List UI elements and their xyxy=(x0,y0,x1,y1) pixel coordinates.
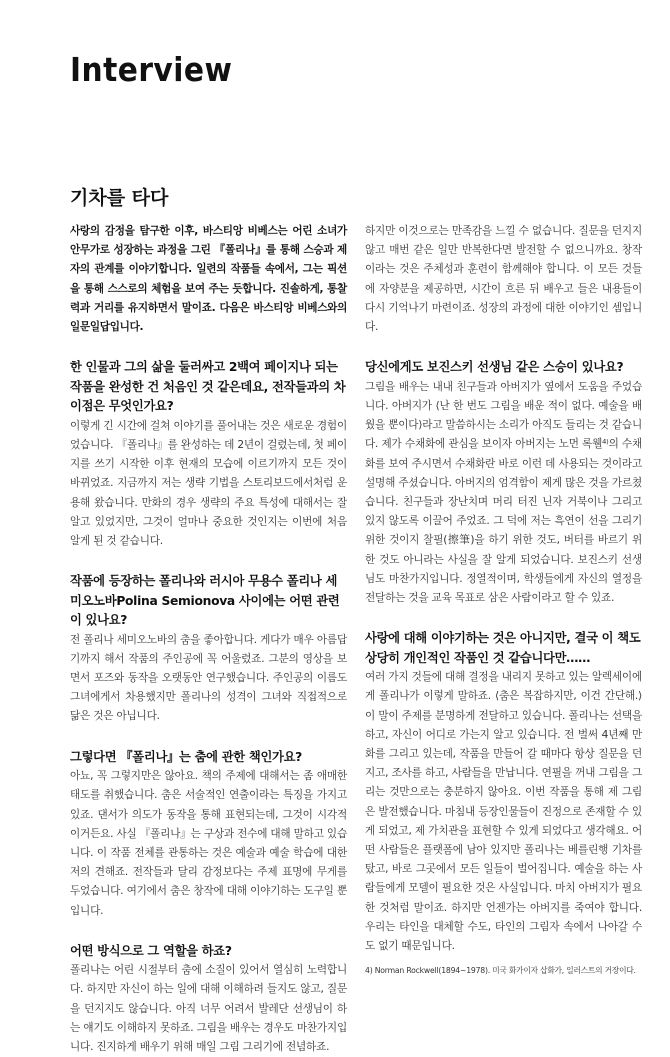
answer-4-continued: 하지만 이것으로는 만족감을 느낄 수 없습니다. 질문을 던지지 않고 매번 같은 일만 반복한다면 발전할 수 없으니까요. 창작이라는 것은 주체성과 훈련이 함께해야 합니다. 이 모든 것들에 자양분을 제공하면, 시간이 흐른 뒤 배우고 들은 내용들이 다시 기억나기 마련이죠. 성장의 과정에 대한 이야기인 셈입니다. xyxy=(365,225,642,334)
question-4: 어떤 방식으로 그 역할을 하죠? xyxy=(70,943,232,958)
question-5: 당신에게도 보진스키 선생님 같은 스승이 있나요? xyxy=(365,360,624,375)
question-1: 한 인물과 그의 삶을 둘러싸고 2백여 페이지나 되는 작품을 완성한 건 처음인 것 같은데요, 전작들과의 차이점은 무엇인가요? xyxy=(70,360,346,414)
question-6: 사랑에 대해 이야기하는 것은 아니지만, 결국 이 책도 상당히 개인적인 작품인 것 같습니다만…… xyxy=(365,631,641,665)
intro-paragraph: 사랑의 감정을 탐구한 이후, 바스티앙 비베스는 어린 소녀가 안무가로 성장하는 과정을 그린 『폴리나』를 통해 스승과 제자의 관계를 이야기합니다. 일련의 작품들 속에서, 그는 픽션을 통해 스스로의 체험을 보여 주는 듯합니다. 진솔하게, 통찰력과 거리를 유지하면서 말이죠. 다음은 바스티앙 비베스와의 일문일답입니다. xyxy=(70,225,347,334)
answer-3: 아뇨, 꼭 그렇지만은 않아요. 책의 주제에 대해서는 좀 애매한 태도를 취했습니다. 춤은 서술적인 연출이라는 특징을 가지고 있죠. 댄서가 의도가 동작을 통해 표현되는데, 그것이 시각적이거든요. 사실 『폴리나』는 구상과 전수에 대해 말하고 있습니다. 이 작품 전체를 관통하는 것은 예술과 예술 학습에 대한 저의 견해죠. 전작들과 달리 감정보다는 주제 표명에 무게를 두었습니다. 여기에서 춤은 창작에 대해 이야기하는 도구일 뿐입니다. xyxy=(70,770,347,917)
footnote: 4) Norman Rockwell(1894~1978). 미국 화가이자 삽화가, 일러스트의 거장이다. xyxy=(365,966,636,975)
article-title: 기차를 타다 xyxy=(70,187,169,209)
left-column xyxy=(70,222,347,1057)
answer-5: 그림을 배우는 내내 친구들과 아버지가 옆에서 도움을 주었습니다. 아버지가 ⟨난 한 번도 그림을 배운 적이 없다. 예술을 배웠을 뿐이다⟩라고 말씀하시는 소리가 아직도 들리는 것 같습니다. 제가 수채화에 관심을 보이자 아버지는 노먼 록웰⁴⁾의 수채화를 보여 주시면서 수채화란 바로 이런 데 사용되는 것이라고 설명해 주셨습니다. 아버지의 엄격함이 제게 많은 것을 가르쳤습니다. 친구들과 장난치며 머리 터진 닌자 거북이나 그리고 있지 않도록 이끌어 주었죠. 그 덕에 저는 흑연이 선을 그리기 위한 것이지 찰필(擦筆)을 하기 위한 것도, 버터를 바르기 위한 것도 아니라는 사실을 잘 알게 되었습니다. 보진스키 선생님도 마찬가지입니다. 정열적이며, 학생들에게 자신의 열정을 전달하는 것을 교육 목표로 삼은 사람이라고 할 수 있죠. xyxy=(365,380,642,604)
answer-4: 폴리나는 어린 시절부터 춤에 소질이 있어서 열심히 노력합니다. 하지만 자신이 하는 일에 대해 이해하려 들지도 않고, 질문을 던지지도 않습니다. 아직 너무 어려서 발레단 선생님이 하는 얘기도 이해하지 못하죠. 그림을 배우는 경우도 마찬가지입니다. 진지하게 배우기 위해 매일 그림 그리기에 전념하죠. xyxy=(70,964,347,1054)
answer-6: 여러 가지 것들에 대해 결정을 내리지 못하고 있는 알렉세이에게 폴리나가 이렇게 말하죠. ⟨춤은 복잡하지만, 이건 간단해.⟩ 이 말이 주제를 분명하게 전달하고 있습니다. 폴리나는 선택을 하고, 자신이 어디로 가는지 알고 있습니다. 전 벌써 4년째 만화를 그리고 있는데, 작품을 만들어 갈 때마다 항상 질문을 던지고, 조사를 하고, 사람들을 만납니다. 연필을 꺼내 그림을 그리는 것만으로는 충분하지 않아요. 이번 작품을 통해 제 그림은 발전했습니다. 마침내 등장인물들이 진정으로 존재할 수 있게 되었고, 제 가치관을 표현할 수 있게 되었다고 생각해요. 어떤 사람들은 플랫폼에 남아 있지만 폴리나는 베를린행 기차를 탔고, 바로 그곳에서 모든 일들이 벌어집니다. 예술을 하는 사람들에게 모델이 필요한 것은 사실입니다. 마치 아버지가 필요한 것처럼 말이죠. 하지만 언젠가는 아버지를 죽여야 합니다. 우리는 타인을 대체할 수도, 타인의 그림자 속에서 나아갈 수도 없기 때문입니다. xyxy=(365,671,642,952)
question-2: 작품에 등장하는 폴리나와 러시아 무용수 폴리나 세미오노바Polina Semionova 사이에는 어떤 관련이 있나요? xyxy=(70,574,340,628)
right-column xyxy=(365,222,642,956)
question-3: 그렇다면 『폴리나』는 춤에 관한 책인가요? xyxy=(70,749,303,764)
answer-1: 이렇게 긴 시간에 걸쳐 이야기를 풀어내는 것은 새로운 경험이었습니다. 『폴리나』를 완성하는 데 2년이 걸렸는데, 첫 페이지를 쓰기 시작한 이후 현재의 모습에 이르기까지 모든 것이 바뀌었죠. 지금까지 저는 생략 기법을 스토리보드에서처럼 운용해 왔습니다. 만화의 경우 생략의 주요 특성에 대해서는 잘 알고 있었지만, 그것이 얼마나 중요한 것인지는 이번에 처음 알게 된 것 같습니다. xyxy=(70,419,347,547)
answer-2: 전 폴리나 세미오노바의 춤을 좋아합니다. 게다가 매우 아름답기까지 해서 작품의 주인공에 꼭 어울렸죠. 그분의 영상을 보면서 포즈와 동작을 오랫동안 연구했습니다. 주인공의 이름도 그녀에게서 차용했지만 폴리나의 성격이 그녀와 직접적으로 닮은 것은 아닙니다. xyxy=(70,633,347,723)
page-header: Interview xyxy=(70,50,233,89)
